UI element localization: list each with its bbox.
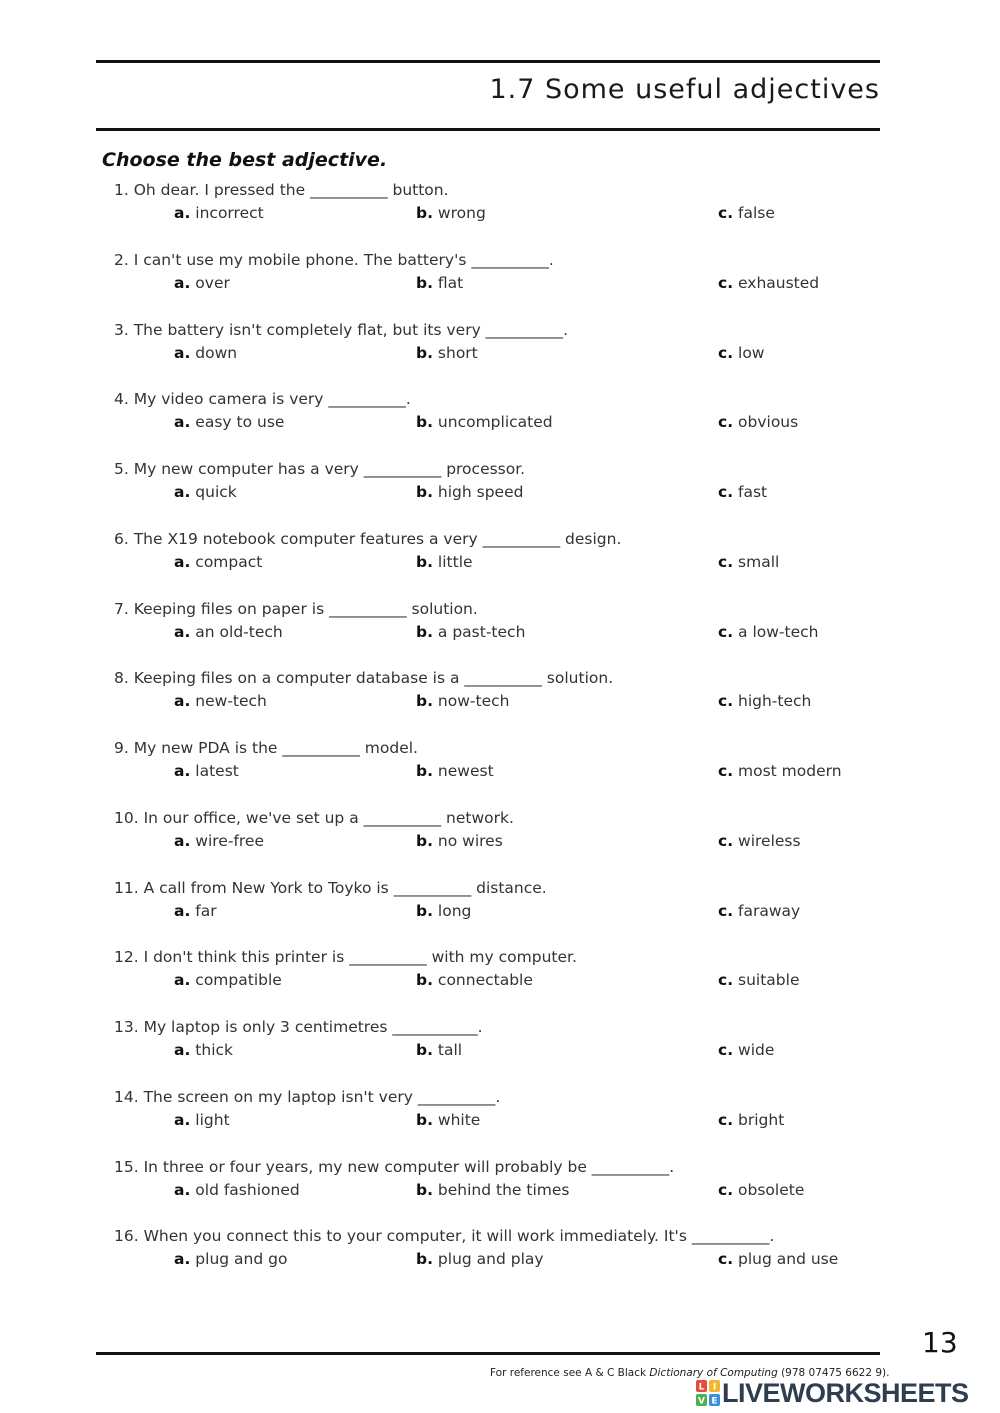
answer-option[interactable] [718,413,798,431]
answer-option[interactable] [718,692,811,710]
option-text: high speed [437,483,524,501]
reference-book: Dictionary of Computing [649,1367,778,1379]
answer-option[interactable] [416,1111,480,1129]
liveworksheets-watermark [696,1378,969,1408]
option-letter: a. [174,831,191,850]
answer-option[interactable] [718,623,818,641]
option-text: short [437,343,478,362]
option-letter: b. [416,204,433,222]
option-text: flat [437,273,464,292]
answer-option[interactable] [174,1181,300,1199]
option-text: light [195,1110,230,1129]
answer-option[interactable] [174,832,264,850]
option-letter: a. [174,1041,191,1059]
watermark-text: LIVEWORKSHEETS [722,1377,969,1408]
option-letter: b. [416,1250,433,1269]
answer-option[interactable] [416,344,478,362]
answer-option[interactable] [174,553,262,571]
option-text: little [437,552,473,571]
option-letter: c. [718,971,734,990]
question-item [114,390,894,440]
question-text: 12. I don't think this printer is __________ with my computer. [114,948,577,967]
answer-option[interactable] [416,483,523,501]
option-letter: c. [718,343,734,362]
question-item [114,1227,894,1277]
option-text: now-tech [437,692,510,711]
answer-option[interactable] [174,1111,230,1129]
question-item [114,530,894,580]
option-letter: c. [718,552,734,571]
answer-option[interactable] [174,483,237,501]
answer-option[interactable] [174,1250,287,1268]
top-rule [96,60,880,63]
question-item [114,669,894,719]
page-number: 13 [922,1326,958,1359]
option-text: false [738,204,775,222]
option-letter: c. [718,622,734,641]
option-text: a low-tech [738,622,819,641]
question-text: 3. The battery isn't completely flat, but its very __________. [114,320,569,339]
option-letter: a. [174,1110,191,1129]
question-text: 16. When you connect this to your computer, it will work immediately. It's __________. [114,1227,775,1246]
option-letter: a. [174,971,191,990]
option-letter: a. [174,1250,191,1269]
option-letter: c. [718,1041,734,1059]
option-letter: a. [174,692,191,711]
option-letter: a. [174,273,191,292]
question-item [114,879,894,929]
answer-option[interactable] [174,344,237,362]
option-letter: c. [718,831,734,850]
question-text: 1. Oh dear. I pressed the __________ button. [114,181,449,199]
answer-option[interactable] [416,623,525,641]
option-letter: b. [416,1110,433,1129]
svg-text:V: V [698,1396,705,1406]
question-text: 10. In our office, we've set up a __________ network. [114,808,514,827]
answer-option[interactable] [174,1041,233,1059]
option-text: plug and go [195,1250,288,1269]
option-text: exhausted [738,273,820,292]
option-text: plug and use [738,1250,839,1269]
answer-option[interactable] [718,902,800,920]
question-text: 13. My laptop is only 3 centimetres ___________. [114,1018,483,1036]
footer-rule [96,1352,880,1355]
option-text: over [195,273,230,292]
option-letter: c. [718,762,734,780]
answer-option[interactable] [718,483,767,501]
svg-text:L: L [698,1382,705,1393]
answer-option[interactable] [718,1250,838,1268]
option-letter: b. [416,552,433,571]
option-letter: b. [416,483,433,501]
option-text: compact [195,552,263,571]
svg-text:I: I [712,1382,717,1393]
option-text: behind the times [437,1180,570,1199]
option-text: no wires [437,831,503,850]
answer-option[interactable] [416,762,494,780]
question-item [114,460,894,510]
answer-option[interactable] [174,692,267,710]
liveworksheets-logo-icon [696,1380,720,1406]
option-text: thick [195,1041,234,1059]
answer-option[interactable] [174,902,217,920]
option-text: uncomplicated [437,413,553,432]
answer-option[interactable] [718,204,775,222]
option-letter: c. [718,901,734,920]
answer-option[interactable] [718,762,842,780]
option-letter: c. [718,483,734,501]
option-text: high-tech [738,692,812,711]
question-text: 5. My new computer has a very __________ processor. [114,460,526,478]
question-item [114,1018,894,1068]
option-text: low [738,343,765,362]
option-letter: a. [174,552,191,571]
option-text: white [437,1110,481,1129]
header-rule [96,128,880,131]
option-text: fast [738,483,768,501]
question-item [114,1088,894,1138]
option-letter: b. [416,1180,433,1199]
option-text: quick [195,483,237,501]
option-text: faraway [738,901,801,920]
option-letter: c. [718,413,734,432]
answer-option[interactable] [718,971,799,989]
answer-option[interactable] [416,274,463,292]
option-letter: c. [718,1180,734,1199]
answer-option[interactable] [718,553,779,571]
option-text: long [437,901,472,920]
question-text: 7. Keeping files on paper is __________ solution. [114,599,478,618]
option-text: a past-tech [437,622,526,641]
option-text: plug and play [437,1250,544,1269]
answer-option[interactable] [416,971,533,989]
option-letter: c. [718,1250,734,1269]
option-text: old fashioned [195,1180,300,1199]
option-text: an old-tech [195,622,283,641]
question-text: 4. My video camera is very __________. [114,390,411,409]
option-text: bright [738,1110,785,1129]
question-text: 8. Keeping files on a computer database is a __________ solution. [114,669,614,688]
option-text: wireless [738,831,801,850]
option-letter: a. [174,413,191,432]
answer-option[interactable] [718,1111,784,1129]
question-item [114,181,894,231]
option-letter: c. [718,692,734,711]
answer-option[interactable] [718,1181,804,1199]
option-letter: a. [174,343,191,362]
option-letter: b. [416,273,433,292]
option-letter: a. [174,483,191,501]
option-text: down [195,343,238,362]
option-letter: b. [416,762,433,780]
option-letter: c. [718,204,734,222]
reference-suffix: (978 07475 6622 9). [777,1367,890,1379]
answer-option[interactable] [416,1181,569,1199]
option-letter: c. [718,1110,734,1129]
question-item [114,1158,894,1208]
answer-option[interactable] [416,413,553,431]
option-letter: a. [174,901,191,920]
option-text: incorrect [195,204,264,222]
page-title: 1.7 Some useful adjectives [489,74,880,105]
option-text: small [738,552,780,571]
answer-option[interactable] [174,623,283,641]
answer-option[interactable] [416,204,486,222]
option-text: newest [437,762,494,780]
question-text: 14. The screen on my laptop isn't very __________. [114,1087,501,1106]
question-item [114,251,894,301]
reference-prefix: For reference see A & C Black [490,1367,650,1379]
question-text: 9. My new PDA is the __________ model. [114,739,418,757]
option-text: tall [437,1041,463,1059]
answer-option[interactable] [718,1041,774,1059]
option-text: easy to use [195,413,285,432]
answer-option[interactable] [174,762,239,780]
answer-option[interactable] [174,274,230,292]
answer-option[interactable] [416,553,473,571]
option-letter: a. [174,204,191,222]
instruction: Choose the best adjective. [102,149,388,171]
answer-option[interactable] [416,902,471,920]
option-text: suitable [738,971,800,990]
option-text: compatible [195,971,282,990]
answer-option[interactable] [718,344,764,362]
option-letter: b. [416,622,433,641]
question-text: 11. A call from New York to Toyko is __________ distance. [114,878,547,897]
answer-option[interactable] [174,204,264,222]
option-text: obvious [738,413,799,432]
question-item [114,321,894,371]
answer-option[interactable] [174,413,284,431]
question-text: 2. I can't use my mobile phone. The battery's __________. [114,250,554,269]
option-letter: b. [416,831,433,850]
option-letter: b. [416,901,433,920]
option-text: far [195,901,217,920]
question-item [114,948,894,998]
answer-option[interactable] [416,832,503,850]
question-item [114,600,894,650]
question-item [114,809,894,859]
answer-option[interactable] [416,1041,462,1059]
option-letter: b. [416,413,433,432]
option-text: most modern [738,762,842,780]
option-text: wide [738,1041,775,1059]
question-text: 15. In three or four years, my new computer will probably be __________. [114,1157,675,1176]
option-letter: a. [174,622,191,641]
option-letter: a. [174,762,191,780]
svg-text:E: E [711,1396,718,1406]
option-text: latest [195,762,239,780]
option-letter: c. [718,273,734,292]
question-text: 6. The X19 notebook computer features a very __________ design. [114,529,622,548]
answer-option[interactable] [718,274,819,292]
option-letter: b. [416,692,433,711]
option-letter: b. [416,343,433,362]
answer-option[interactable] [416,1250,544,1268]
option-text: wrong [437,204,486,222]
answer-option[interactable] [416,692,509,710]
option-letter: b. [416,971,433,990]
answer-option[interactable] [174,971,282,989]
option-letter: b. [416,1041,433,1059]
option-text: wire-free [195,831,265,850]
option-text: obsolete [738,1180,805,1199]
answer-option[interactable] [718,832,801,850]
option-letter: a. [174,1180,191,1199]
option-text: new-tech [195,692,267,711]
option-text: connectable [437,971,533,990]
question-item [114,739,894,789]
